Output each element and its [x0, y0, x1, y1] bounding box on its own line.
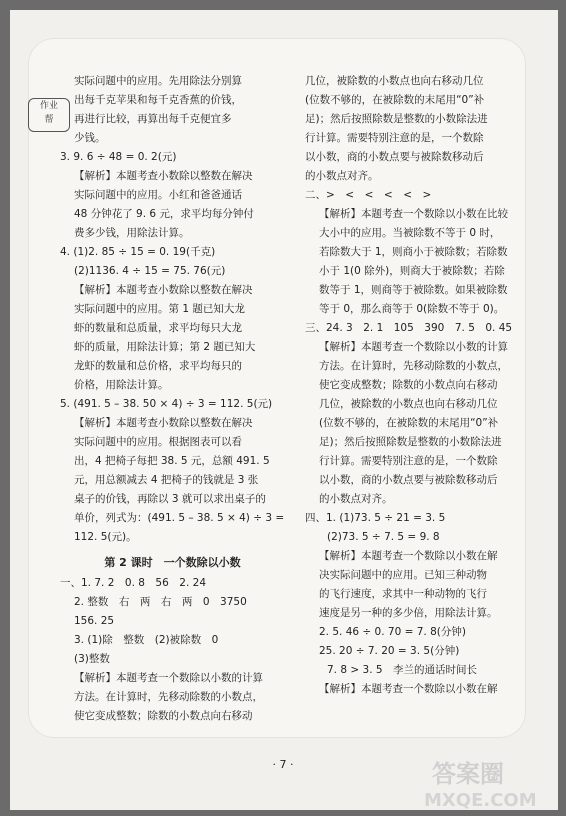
right-line: 二、> < < < < > — [305, 189, 432, 201]
left-line: 再进行比较，再算出每千克便宜多 — [74, 113, 232, 125]
right-line: 几位，被除数的小数点也向右移动几位 — [305, 75, 484, 87]
right-line: 决实际问题中的应用。已知三种动物 — [319, 569, 487, 581]
left-line: 2. 整数 右 两 右 两 0 3750 — [74, 596, 247, 608]
right-line: 【解析】本题考查一个数除以小数的计算 — [319, 341, 508, 353]
left-line: 实际问题中的应用。先用除法分别算 — [74, 75, 242, 87]
left-line: 使它变成整数；除数的小数点向右移动 — [74, 710, 253, 722]
right-line: 数等于 1，则商等于被除数。如果被除数 — [319, 284, 508, 296]
right-line: 行计算。需要特别注意的是，一个数除 — [319, 455, 498, 467]
left-line: 156. 25 — [74, 615, 115, 627]
right-line: 小于 1(0 除外)，则商大于被除数；若除 — [319, 265, 505, 277]
left-line: 方法。在计算时，先移动除数的小数点， — [74, 691, 263, 703]
left-line: 出每千克苹果和每千克香蕉的价钱， — [74, 94, 242, 106]
left-line: 【解析】本题考查小数除以整数在解决 — [74, 417, 253, 429]
right-line: 以小数，商的小数点要与被除数移动后 — [305, 151, 484, 163]
right-line: 等于 0，那么商等于 0(除数不等于 0)。 — [319, 303, 505, 315]
page-number: · 7 · — [272, 758, 294, 771]
watermark-bottom: MXQE.COM — [424, 790, 537, 811]
right-line: 方法。在计算时，先移动除数的小数点， — [319, 360, 508, 372]
left-line: 出，4 把椅子每把 38. 5 元，总额 491. 5 — [74, 455, 270, 467]
badge-line1: 作业 — [39, 101, 58, 111]
left-line: 实际问题中的应用。小红和爸爸通话 — [74, 189, 242, 201]
left-line: 龙虾的数量和总价格，求平均每只的 — [74, 360, 242, 372]
right-line: (2)73. 5 ÷ 7. 5 = 9. 8 — [327, 531, 440, 543]
right-line: 【解析】本题考查一个数除以小数在解 — [319, 683, 498, 695]
right-line: 使它变成整数；除数的小数点向右移动 — [319, 379, 498, 391]
section-heading: 第 2 课时 一个数除以小数 — [104, 556, 241, 569]
left-line: 【解析】本题考查小数除以整数在解决 — [74, 170, 253, 182]
left-line: 单价，列式为：(491. 5 – 38. 5 × 4) ÷ 3 = — [74, 512, 285, 524]
right-column — [305, 72, 530, 699]
left-line: 实际问题中的应用。根据图表可以看 — [74, 436, 242, 448]
left-line: 【解析】本题考查一个数除以小数的计算 — [74, 672, 263, 684]
left-line: 虾的质量，用除法计算；第 2 题已知大 — [74, 341, 256, 353]
left-line: 一、1. 7. 2 0. 8 56 2. 24 — [60, 577, 207, 589]
right-line: 若除数大于 1，则商小于被除数；若除数 — [319, 246, 508, 258]
right-line: 速度是另一种的多少倍，用除法计算。 — [319, 607, 498, 619]
right-line: (位数不够的，在被除数的末尾用“0”补 — [319, 417, 499, 429]
right-line: 的飞行速度，求其中一种动物的飞行 — [319, 588, 487, 600]
right-line: 【解析】本题考查一个数除以小数在解 — [319, 550, 498, 562]
right-line: 【解析】本题考查一个数除以小数在比较 — [319, 208, 508, 220]
left-line: (2)1136. 4 ÷ 15 = 75. 76(元) — [74, 265, 226, 277]
right-line: 以小数，商的小数点要与被除数移动后 — [319, 474, 498, 486]
right-line: 三、24. 3 2. 1 105 390 7. 5 0. 45 — [305, 322, 513, 334]
left-line: 少钱。 — [74, 132, 106, 144]
right-line: 足)；然后按照除数是整数的小数除法进 — [305, 113, 488, 125]
left-line: 4. (1)2. 85 ÷ 15 = 0. 19(千克) — [60, 246, 216, 258]
right-line: 四、1. (1)73. 5 ÷ 21 = 3. 5 — [305, 512, 446, 524]
right-line: 的小数点对齐。 — [305, 170, 379, 182]
left-line: 112. 5(元)。 — [74, 531, 137, 543]
right-line: 7. 8 > 3. 5 李兰的通话时间长 — [327, 664, 478, 676]
right-line: (位数不够的，在被除数的末尾用“0”补 — [305, 94, 485, 106]
left-line: 虾的数量和总质量，求平均每只大龙 — [74, 322, 242, 334]
right-line: 25. 20 ÷ 7. 20 = 3. 5(分钟) — [319, 645, 460, 657]
right-line: 几位，被除数的小数点也向右移动几位 — [319, 398, 498, 410]
watermark-logo — [402, 754, 552, 812]
left-line: 3. 9. 6 ÷ 48 = 0. 2(元) — [60, 151, 177, 163]
left-line: 元，用总额减去 4 把椅子的钱就是 3 张 — [74, 474, 259, 486]
right-line: 2. 5. 46 ÷ 0. 70 = 7. 8(分钟) — [319, 626, 466, 638]
left-line: 实际问题中的应用。第 1 题已知大龙 — [74, 303, 245, 315]
left-line: 【解析】本题考查小数除以整数在解决 — [74, 284, 253, 296]
left-column — [60, 72, 285, 726]
left-line: 价格，用除法计算。 — [74, 379, 169, 391]
left-line: 5. (491. 5 – 38. 50 × 4) ÷ 3 = 112. 5(元) — [60, 398, 273, 410]
watermark-top: 答案圈 — [432, 760, 504, 788]
right-line: 大小中的应用。当被除数不等于 0 时， — [319, 227, 501, 239]
badge-line2: 帮 — [44, 115, 54, 125]
left-line: 3. (1)除 整数 (2)被除数 0 — [74, 634, 219, 646]
left-line: 48 分钟花了 9. 6 元，求平均每分钟付 — [74, 208, 254, 220]
left-line: (3)整数 — [74, 653, 110, 665]
right-line: 行计算。需要特别注意的是，一个数除 — [305, 132, 484, 144]
right-line: 的小数点对齐。 — [319, 493, 393, 505]
left-line: 桌子的价钱，再除以 3 就可以求出桌子的 — [74, 493, 266, 505]
right-line: 足)；然后按照除数是整数的小数除法进 — [319, 436, 502, 448]
left-line: 费多少钱，用除法计算。 — [74, 227, 190, 239]
